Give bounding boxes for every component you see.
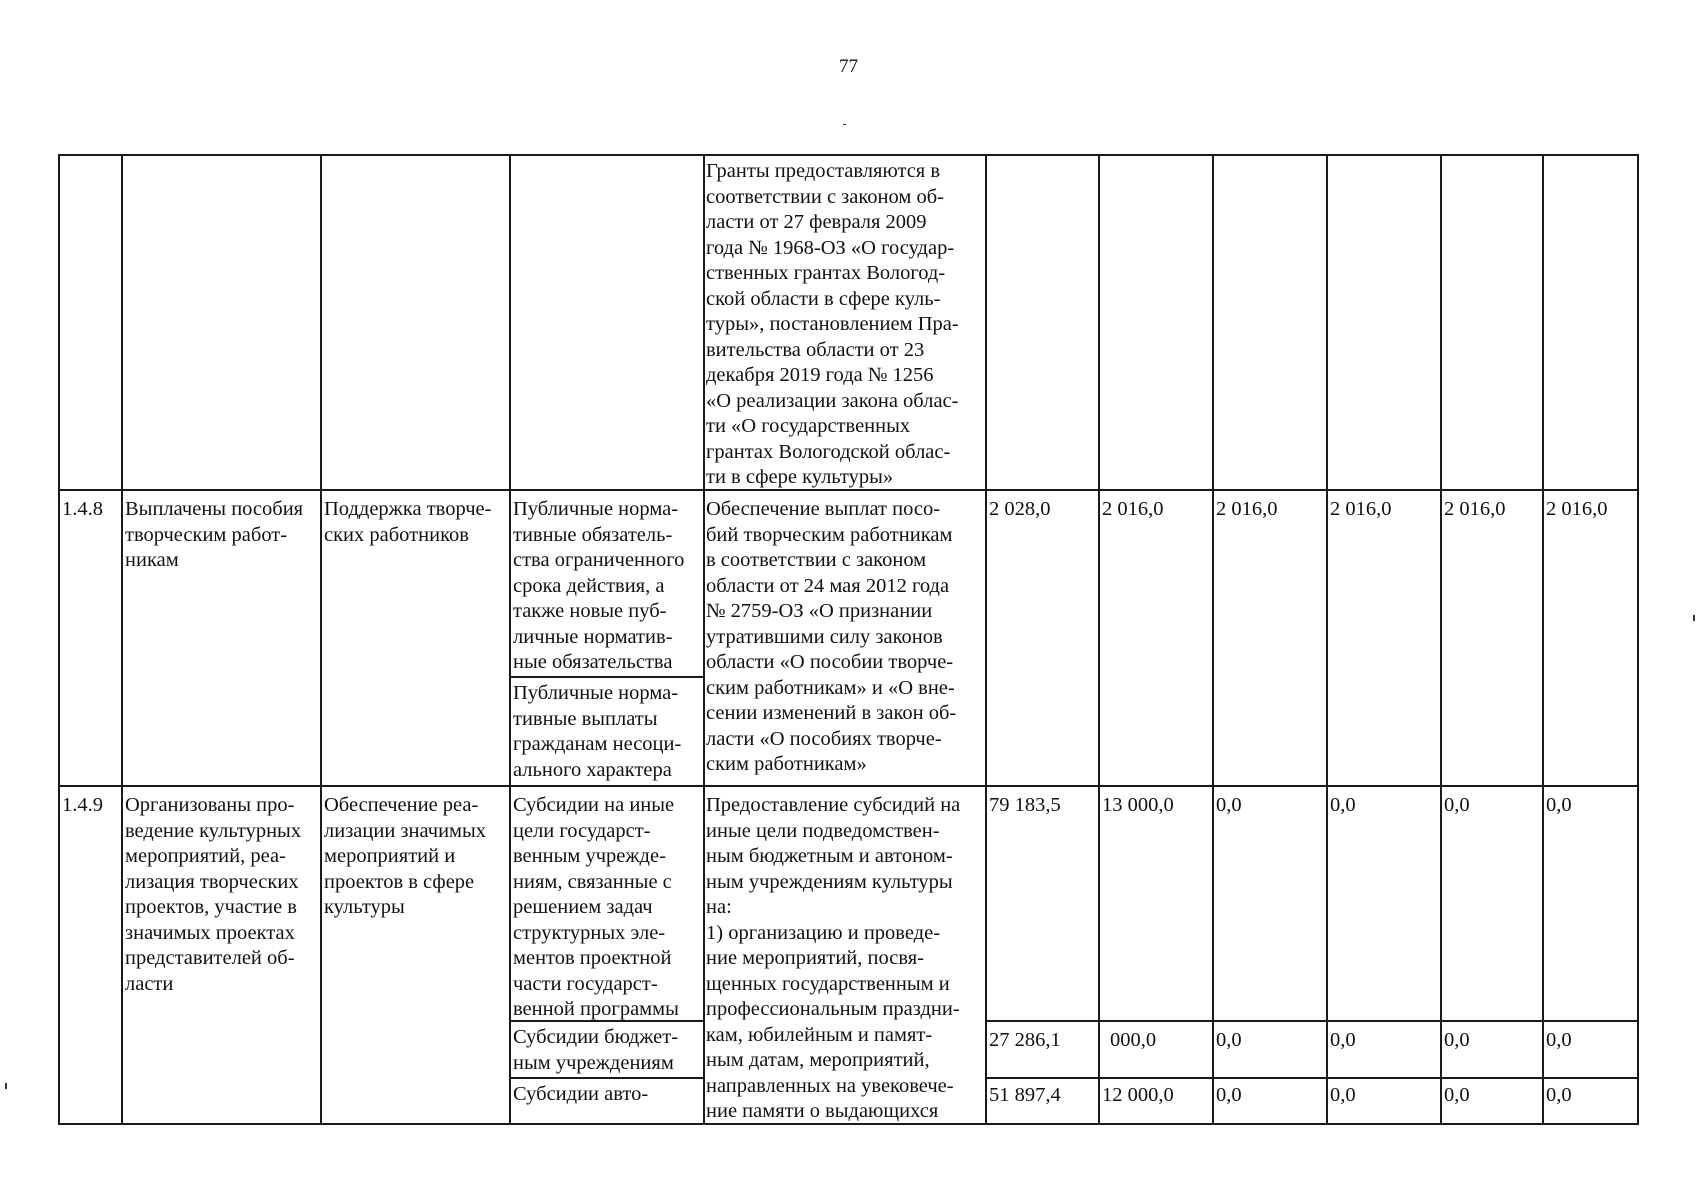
col-border-1 (121, 154, 123, 1125)
col-border-9 (1440, 154, 1442, 1125)
row-149-sub2-value-1: 27 286,1 (989, 1029, 1061, 1051)
row-149-sub1-value-2: 13 000,0 (1102, 794, 1174, 816)
row-148-value-2: 2 016,0 (1102, 498, 1164, 520)
continuation-legal-basis: Гранты предоставляются в соответствии с законом об- ласти от 27 февраля 2009 года № 1968-ОЗ «О государ- ственных грантах Вологод- ской области в сфере куль- туры», постановлением Пра- вительства области от 23 декабря 2019 года № 1256 «О реализации закона облас- ти «О государственных грантах Вологодской облас- ти в сфере культуры» (706, 160, 959, 488)
row-divider-149-sub2-left (509, 1077, 705, 1079)
row-149-sub1-value-3: 0,0 (1216, 794, 1242, 816)
col-border-3 (509, 154, 511, 1125)
col-border-10 (1542, 154, 1544, 1125)
col-border-2 (320, 154, 322, 1125)
row-149-sub3-value-2: 12 000,0 (1102, 1084, 1174, 1106)
page-number: 77 (839, 56, 858, 77)
row-149-sub3-value-6: 0,0 (1546, 1084, 1572, 1106)
row-149-sub2-value-6: 0,0 (1546, 1029, 1572, 1051)
row-148-expense-type-1: Публичные норма- тивные обязатель- ства ограниченного срока действия, а также новые пуб- личные норматив- ные обязательства (513, 498, 685, 673)
row-149-sub2-value-5: 0,0 (1444, 1029, 1470, 1051)
row-divider-148-expense (509, 676, 705, 678)
row-149-sub3-value-3: 0,0 (1216, 1084, 1242, 1106)
col-border-8 (1326, 154, 1328, 1125)
row-149-sub1-value-1: 79 183,5 (989, 794, 1061, 816)
scan-mark-top (843, 124, 846, 125)
row-149-sub1-value-4: 0,0 (1330, 794, 1356, 816)
row-149-number: 1.4.9 (62, 794, 103, 816)
row-149-expense-type-2: Субсидии бюджет- ным учреждениям (513, 1026, 679, 1074)
row-148-value-6: 2 016,0 (1546, 498, 1608, 520)
row-149-sub1-value-6: 0,0 (1546, 794, 1572, 816)
row-148-legal-basis: Обеспечение выплат посо- бий творческим работникам в соответствии с законом области от 24 мая 2012 года № 2759-ОЗ «О признании утратившими силу законов области «О пособии творче- ским работникам» и «О вне- сении изменений в закон об- ласти «О пособиях творче- ским работникам» (706, 498, 957, 775)
row-149-sub2-value-2: 000,0 (1110, 1029, 1157, 1051)
row-148-value-3: 2 016,0 (1216, 498, 1278, 520)
row-149-measure: Обеспечение реа- лизации значимых мероприятий и проектов в сфере культуры (324, 794, 487, 918)
scan-mark-right (1693, 615, 1695, 621)
row-149-sub3-value-1: 51 897,4 (989, 1084, 1061, 1106)
table-border-top (58, 154, 1638, 156)
row-divider-149 (58, 785, 1638, 787)
row-148-result: Выплачены пособия творческим работ- никам (125, 498, 304, 571)
row-149-sub3-value-4: 0,0 (1330, 1084, 1356, 1106)
scan-mark-left (5, 1083, 7, 1089)
row-148-value-1: 2 028,0 (989, 498, 1051, 520)
col-border-5 (985, 154, 987, 1125)
row-148-measure: Поддержка творче- ских работников (324, 498, 492, 546)
col-border-6 (1098, 154, 1100, 1125)
col-border-left (58, 154, 60, 1125)
row-149-sub2-value-3: 0,0 (1216, 1029, 1242, 1051)
row-divider-148 (58, 489, 1638, 491)
row-149-result: Организованы про- ведение культурных мероприятий, реа- лизация творческих проектов, участие в значимых проектах представителей об- ласти (125, 794, 302, 995)
row-149-sub2-value-4: 0,0 (1330, 1029, 1356, 1051)
row-148-value-4: 2 016,0 (1330, 498, 1392, 520)
row-149-expense-type-1: Субсидии на иные цели государст- венным учрежде- ниям, связанные с решением задач структурных эле- ментов проектной части государст- венной программы (513, 794, 679, 1020)
row-149-legal-basis: Предоставление субсидий на иные цели подведомствен- ным бюджетным и автоном- ным учреждениям культуры на: 1) организацию и проведе- ние мероприятий, посвя- щенных государственным и профессиональным праздни- кам, юбилейным и памят- ным датам, мероприятий, направленных на увековече- ние памяти о выдающихся (706, 794, 961, 1122)
row-148-value-5: 2 016,0 (1444, 498, 1506, 520)
row-149-sub3-value-5: 0,0 (1444, 1084, 1470, 1106)
col-border-7 (1212, 154, 1214, 1125)
row-149-expense-type-3: Субсидии авто- (513, 1083, 649, 1105)
row-148-number: 1.4.8 (62, 498, 103, 520)
row-149-sub1-value-5: 0,0 (1444, 794, 1470, 816)
row-148-expense-type-2: Публичные норма- тивные выплаты гражданам несоци- ального характера (513, 682, 682, 781)
col-border-right (1637, 154, 1639, 1125)
table-border-bottom (58, 1123, 1638, 1125)
